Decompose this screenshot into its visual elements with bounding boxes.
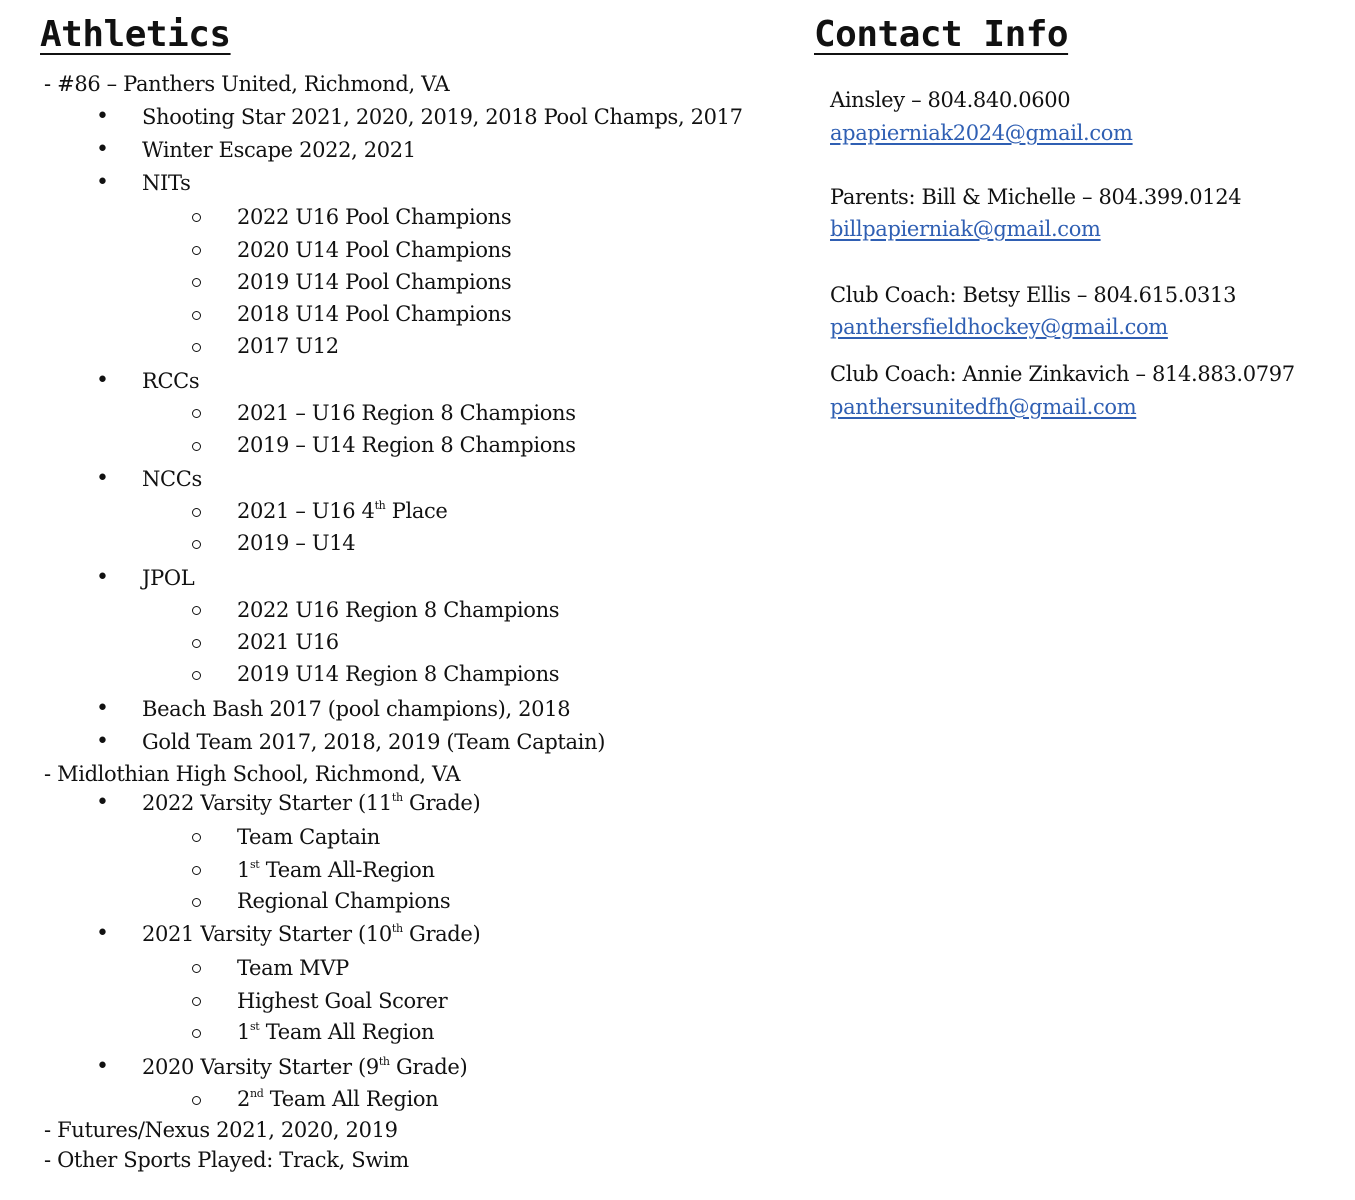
bullet-icon: •	[96, 137, 109, 162]
circle-bullet-icon	[192, 1096, 201, 1105]
circle-bullet-icon	[192, 409, 201, 418]
bullet-icon: •	[96, 921, 109, 946]
bullet-icon: •	[96, 729, 109, 754]
circle-bullet-icon	[192, 606, 201, 615]
list-item-gold-team: Gold Team 2017, 2018, 2019 (Team Captain)	[142, 730, 606, 754]
list-item-nccs-2021	[237, 498, 448, 524]
circle-bullet-icon	[192, 442, 201, 451]
all-region-text: Team All-Region	[259, 858, 435, 882]
ordinal-number: 1	[237, 1020, 251, 1044]
varsity-2022-grade: Grade)	[402, 791, 481, 815]
varsity-2021-grade: Grade)	[402, 922, 481, 946]
ordinal-suffix: th	[391, 791, 403, 804]
ordinal-suffix: th	[391, 922, 403, 935]
list-item-varsity-2021	[142, 921, 480, 947]
circle-bullet-icon	[192, 997, 201, 1006]
ordinal-suffix: st	[250, 1020, 260, 1033]
list-item-first-team-all-region-2022	[237, 857, 435, 883]
bullet-icon: •	[96, 104, 109, 129]
athletics-heading: Athletics	[40, 14, 231, 55]
list-item-rccs: RCCs	[142, 369, 200, 393]
list-item-jpol-2021: 2021 U16	[237, 630, 339, 654]
list-item-winter-escape: Winter Escape 2022, 2021	[142, 138, 416, 162]
circle-bullet-icon	[192, 508, 201, 517]
list-item-nccs: NCCs	[142, 467, 202, 491]
list-item-rccs-2021: 2021 – U16 Region 8 Champions	[237, 401, 576, 425]
nccs-2021-text: 2021 – U16 4	[237, 499, 375, 523]
circle-bullet-icon	[192, 866, 201, 875]
ordinal-suffix: nd	[250, 1087, 264, 1100]
ordinal-suffix: th	[378, 1055, 390, 1068]
list-item-beach-bash: Beach Bash 2017 (pool champions), 2018	[142, 697, 571, 721]
list-item-nits: NITs	[142, 171, 191, 195]
list-item-nits-2018: 2018 U14 Pool Champions	[237, 302, 512, 326]
list-item-shooting-star: Shooting Star 2021, 2020, 2019, 2018 Pool Champs, 2017	[142, 105, 743, 129]
ordinal-number: 2	[237, 1087, 251, 1111]
bullet-icon: •	[96, 696, 109, 721]
list-item-jpol: JPOL	[142, 566, 195, 590]
circle-bullet-icon	[192, 278, 201, 287]
club-panthers-united: - #86 – Panthers United, Richmond, VA	[44, 72, 450, 96]
circle-bullet-icon	[192, 343, 201, 352]
other-sports: - Other Sports Played: Track, Swim	[44, 1148, 409, 1172]
list-item-varsity-2022	[142, 790, 480, 816]
school-midlothian: - Midlothian High School, Richmond, VA	[44, 762, 461, 786]
list-item-nits-2017: 2017 U12	[237, 334, 339, 358]
list-item-nits-2019: 2019 U14 Pool Champions	[237, 270, 512, 294]
circle-bullet-icon	[192, 246, 201, 255]
contact-ainsley: Ainsley – 804.840.0600	[830, 88, 1071, 112]
list-item-rccs-2019: 2019 – U14 Region 8 Champions	[237, 433, 576, 457]
bullet-icon: •	[96, 565, 109, 590]
list-item-nits-2020: 2020 U14 Pool Champions	[237, 238, 512, 262]
list-item-nccs-2019: 2019 – U14	[237, 531, 356, 555]
circle-bullet-icon	[192, 671, 201, 680]
list-item-varsity-2020	[142, 1054, 467, 1080]
circle-bullet-icon	[192, 833, 201, 842]
bullet-icon: •	[96, 790, 109, 815]
circle-bullet-icon	[192, 311, 201, 320]
varsity-2020-grade: Grade)	[389, 1055, 468, 1079]
ordinal-number: 1	[237, 858, 251, 882]
ordinal-suffix: th	[374, 499, 386, 512]
circle-bullet-icon	[192, 213, 201, 222]
contact-club-coach-betsy: Club Coach: Betsy Ellis – 804.615.0313	[830, 283, 1237, 307]
list-item-nits-2022: 2022 U16 Pool Champions	[237, 205, 512, 229]
list-item-regional-champions: Regional Champions	[237, 889, 451, 913]
varsity-2020-text: 2020 Varsity Starter (9	[142, 1055, 379, 1079]
coach-betsy-email-link[interactable]: panthersfieldhockey@gmail.com	[830, 315, 1168, 339]
bullet-icon: •	[96, 170, 109, 195]
contact-club-coach-annie: Club Coach: Annie Zinkavich – 814.883.0797	[830, 362, 1295, 386]
contact-parents: Parents: Bill & Michelle – 804.399.0124	[830, 185, 1242, 209]
bullet-icon: •	[96, 1054, 109, 1079]
all-region-text: Team All Region	[259, 1020, 435, 1044]
list-item-team-captain: Team Captain	[237, 825, 380, 849]
futures-nexus: - Futures/Nexus 2021, 2020, 2019	[44, 1118, 398, 1142]
all-region-text: Team All Region	[263, 1087, 439, 1111]
circle-bullet-icon	[192, 964, 201, 973]
circle-bullet-icon	[192, 540, 201, 549]
bullet-icon: •	[96, 466, 109, 491]
varsity-2021-text: 2021 Varsity Starter (10	[142, 922, 392, 946]
ainsley-email-link[interactable]: apapierniak2024@gmail.com	[830, 121, 1133, 145]
contact-info-heading: Contact Info	[814, 14, 1069, 55]
nccs-2021-place: Place	[385, 499, 448, 523]
list-item-second-team-all-region	[237, 1086, 438, 1112]
ordinal-suffix: st	[250, 858, 260, 871]
parents-email-link[interactable]: billpapierniak@gmail.com	[830, 217, 1101, 241]
circle-bullet-icon	[192, 898, 201, 907]
list-item-team-mvp: Team MVP	[237, 956, 349, 980]
list-item-jpol-2022: 2022 U16 Region 8 Champions	[237, 598, 560, 622]
list-item-first-team-all-region-2021	[237, 1019, 434, 1045]
list-item-highest-goal-scorer: Highest Goal Scorer	[237, 989, 448, 1013]
coach-annie-email-link[interactable]: panthersunitedfh@gmail.com	[830, 395, 1137, 419]
bullet-icon: •	[96, 368, 109, 393]
circle-bullet-icon	[192, 639, 201, 648]
varsity-2022-text: 2022 Varsity Starter (11	[142, 791, 392, 815]
list-item-jpol-2019: 2019 U14 Region 8 Champions	[237, 662, 560, 686]
circle-bullet-icon	[192, 1029, 201, 1038]
